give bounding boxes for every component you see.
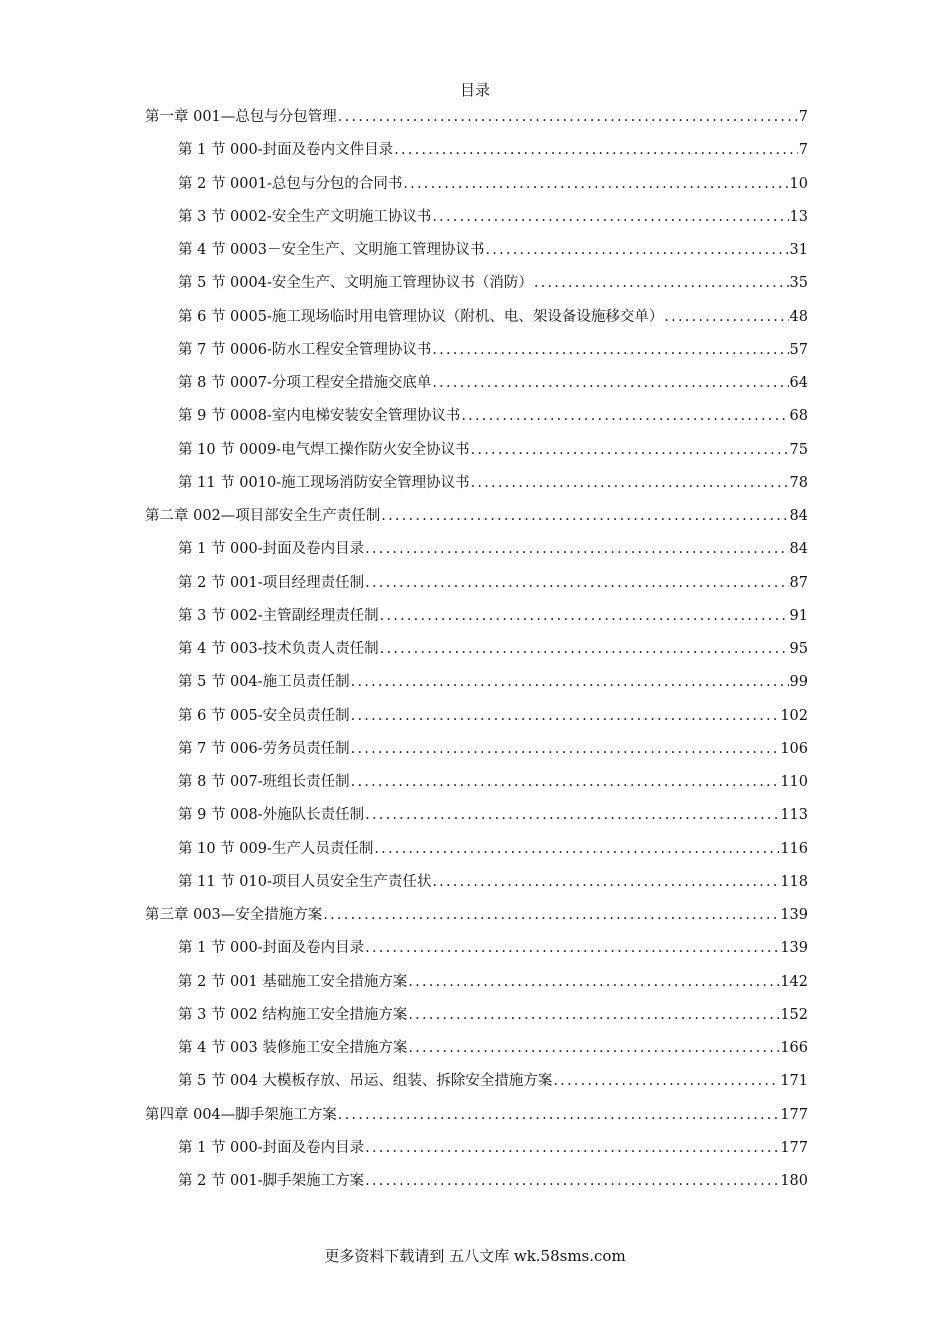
toc-chapter-entry[interactable] <box>145 504 808 528</box>
toc-chapter-entry[interactable] <box>145 903 808 927</box>
toc-section-entry[interactable] <box>178 338 808 362</box>
toc-entry-text: 第 7 节 006-劳务员责任制 <box>178 740 350 757</box>
toc-section-entry[interactable] <box>178 305 808 329</box>
toc-section-entry[interactable] <box>178 371 808 395</box>
footer-note: 更多资料下载请到 五八文库 wk.58sms.com <box>324 1247 626 1265</box>
toc-entry-text: 第 4 节 003 装修施工安全措施方案 <box>178 1040 408 1056</box>
toc-page-number: 177 <box>780 1139 808 1156</box>
toc-page-number: 118 <box>780 873 808 890</box>
toc-entry-text: 第 10 节 009-生产人员责任制 <box>178 840 374 857</box>
toc-page-number: 64 <box>789 375 808 391</box>
toc-dot-leader <box>403 172 788 196</box>
toc-entry-text: 第 3 节 002-主管副经理责任制 <box>178 607 379 624</box>
toc-section-entry[interactable] <box>178 637 808 661</box>
toc-entry-text: 第 9 节 008-外施队长责任制 <box>178 807 365 824</box>
toc-section-entry[interactable] <box>178 471 808 495</box>
toc-page-number: 13 <box>789 208 808 225</box>
toc-chapter-entry[interactable] <box>145 105 808 129</box>
toc-dot-leader <box>351 704 780 728</box>
toc-entry-text: 第二章 002—项目部安全生产责任制 <box>145 508 381 524</box>
toc-entry-text: 第 1 节 000-封面及卷内目录 <box>178 1139 365 1156</box>
toc-section-entry[interactable] <box>178 1169 808 1193</box>
toc-dot-leader <box>471 471 789 495</box>
toc-dot-leader <box>664 305 788 329</box>
toc-entry-text: 第 11 节 0010-施工现场消防安全管理协议书 <box>178 474 470 491</box>
toc-page-number: 35 <box>789 275 808 292</box>
toc-entry-text: 第 9 节 0008-室内电梯安装安全管理协议书 <box>178 408 461 425</box>
toc-page-number: 78 <box>789 474 808 491</box>
toc-dot-leader <box>534 271 789 295</box>
toc-dot-leader <box>485 238 788 262</box>
toc-chapter-entry[interactable] <box>145 1103 808 1127</box>
toc-entry-text: 第 11 节 010-项目人员安全生产责任状 <box>178 873 432 890</box>
toc-page-number: 31 <box>789 242 808 258</box>
toc-entry-text: 第 3 节 002 结构施工安全措施方案 <box>178 1006 408 1023</box>
toc-entry-text: 第三章 003—安全措施方案 <box>145 907 323 923</box>
toc-dot-leader <box>471 438 789 462</box>
toc-entry-text: 第 1 节 000-封面及卷内目录 <box>178 940 365 957</box>
toc-section-entry[interactable] <box>178 837 808 861</box>
toc-page-number: 57 <box>789 341 808 358</box>
toc-page-number: 75 <box>789 441 808 458</box>
toc-section-entry[interactable] <box>178 936 808 960</box>
toc-page-number: 180 <box>780 1173 808 1189</box>
toc-dot-leader <box>408 970 779 994</box>
toc-section-entry[interactable] <box>178 604 808 628</box>
toc-dot-leader <box>461 404 788 428</box>
toc-section-entry[interactable] <box>178 1136 808 1160</box>
toc-entry-text: 第 5 节 0004-安全生产、文明施工管理协议书（消防） <box>178 275 533 292</box>
toc-dot-leader <box>351 770 780 794</box>
toc-dot-leader <box>365 936 779 960</box>
toc-page-number: 10 <box>789 175 808 192</box>
toc-page-number: 166 <box>780 1040 808 1056</box>
toc-page-number: 102 <box>780 707 808 724</box>
toc-entry-text: 第 2 节 001-项目经理责任制 <box>178 574 365 591</box>
toc-dot-leader <box>432 205 788 229</box>
toc-dot-leader <box>432 338 788 362</box>
toc-page-number: 48 <box>789 308 808 325</box>
toc-section-entry[interactable] <box>178 737 808 761</box>
toc-entry-text: 第 3 节 0002-安全生产文明施工协议书 <box>178 208 432 225</box>
toc-dot-leader <box>432 870 779 894</box>
toc-dot-leader <box>365 537 788 561</box>
toc-page-number: 87 <box>789 574 808 591</box>
toc-section-entry[interactable] <box>178 1003 808 1027</box>
toc-section-entry[interactable] <box>178 537 808 561</box>
toc-entry-text: 第 8 节 0007-分项工程安全措施交底单 <box>178 375 432 391</box>
toc-entry-text: 第 10 节 0009-电气焊工操作防火安全协议书 <box>178 441 470 458</box>
toc-dot-leader <box>365 1136 779 1160</box>
toc-entry-text: 第 5 节 004 大模板存放、吊运、组装、拆除安全措施方案 <box>178 1073 553 1090</box>
toc-section-entry[interactable] <box>178 770 808 794</box>
toc-dot-leader <box>351 670 789 694</box>
toc-dot-leader <box>553 1069 779 1093</box>
toc-page-number: 113 <box>780 807 808 824</box>
toc-section-entry[interactable] <box>178 803 808 827</box>
toc-page-number: 99 <box>789 674 808 691</box>
toc-section-entry[interactable] <box>178 138 808 162</box>
toc-dot-leader <box>365 571 788 595</box>
toc-page-number: 91 <box>789 607 808 624</box>
toc-dot-leader <box>338 105 798 129</box>
toc-entry-text: 第 2 节 001 基础施工安全措施方案 <box>178 973 408 990</box>
toc-page-number: 139 <box>780 907 808 923</box>
toc-dot-leader <box>408 1036 779 1060</box>
toc-entry-text: 第 2 节 001-脚手架施工方案 <box>178 1173 365 1189</box>
toc-entry-text: 第 4 节 003-技术负责人责任制 <box>178 641 379 657</box>
toc-page-number: 106 <box>780 740 808 757</box>
toc-section-entry[interactable] <box>178 205 808 229</box>
toc-page-number: 142 <box>780 973 808 990</box>
toc-dot-leader <box>351 737 780 761</box>
toc-entry-text: 第一章 001—总包与分包管理 <box>145 109 337 125</box>
toc-entry-text: 第 1 节 000-封面及卷内文件目录 <box>178 142 394 159</box>
toc-page-number: 110 <box>780 774 808 790</box>
toc-entry-text: 第 1 节 000-封面及卷内目录 <box>178 541 365 558</box>
toc-dot-leader <box>394 138 798 162</box>
toc-dot-leader <box>380 604 789 628</box>
toc-dot-leader <box>408 1003 779 1027</box>
toc-section-entry[interactable] <box>178 970 808 994</box>
toc-page-number: 84 <box>789 541 808 558</box>
toc-dot-leader <box>365 1169 779 1193</box>
toc-title: 目录 <box>459 81 490 99</box>
toc-dot-leader <box>381 504 788 528</box>
toc-page-number: 7 <box>798 109 808 125</box>
toc-entry-text: 第 6 节 0005-施工现场临时用电管理协议（附机、电、架设备设施移交单） <box>178 308 664 325</box>
toc-section-entry[interactable] <box>178 704 808 728</box>
toc-entry-text: 第 8 节 007-班组长责任制 <box>178 774 350 790</box>
toc-section-entry[interactable] <box>178 271 808 295</box>
toc-entry-text: 第 6 节 005-安全员责任制 <box>178 707 350 724</box>
toc-section-entry[interactable] <box>178 404 808 428</box>
toc-dot-leader <box>365 803 779 827</box>
toc-page-number: 116 <box>780 840 808 857</box>
toc-page-number: 7 <box>798 142 808 159</box>
toc-page-number: 177 <box>780 1106 808 1123</box>
toc-dot-leader <box>374 837 779 861</box>
toc-dot-leader <box>323 903 779 927</box>
toc-page-number: 95 <box>789 641 808 657</box>
toc-section-entry[interactable] <box>178 238 808 262</box>
toc-page-number: 152 <box>780 1006 808 1023</box>
toc-dot-leader <box>380 637 789 661</box>
toc-entry-text: 第四章 004—脚手架施工方案 <box>145 1106 337 1123</box>
toc-section-entry[interactable] <box>178 571 808 595</box>
toc-page-number: 171 <box>780 1073 808 1090</box>
toc-dot-leader <box>338 1103 780 1127</box>
toc-section-entry[interactable] <box>178 1036 808 1060</box>
toc-section-entry[interactable] <box>178 1069 808 1093</box>
toc-entry-text: 第 5 节 004-施工员责任制 <box>178 674 350 691</box>
toc-page-number: 84 <box>789 508 808 524</box>
toc-entry-text: 第 2 节 0001-总包与分包的合同书 <box>178 175 403 192</box>
toc-page-number: 139 <box>780 940 808 957</box>
toc-page-number: 68 <box>789 408 808 425</box>
toc-entry-text: 第 4 节 0003－安全生产、文明施工管理协议书 <box>178 242 485 258</box>
toc-section-entry[interactable] <box>178 172 808 196</box>
toc-entry-text: 第 7 节 0006-防水工程安全管理协议书 <box>178 341 432 358</box>
toc-section-entry[interactable] <box>178 870 808 894</box>
toc-dot-leader <box>432 371 788 395</box>
toc-section-entry[interactable] <box>178 438 808 462</box>
toc-section-entry[interactable] <box>178 670 808 694</box>
